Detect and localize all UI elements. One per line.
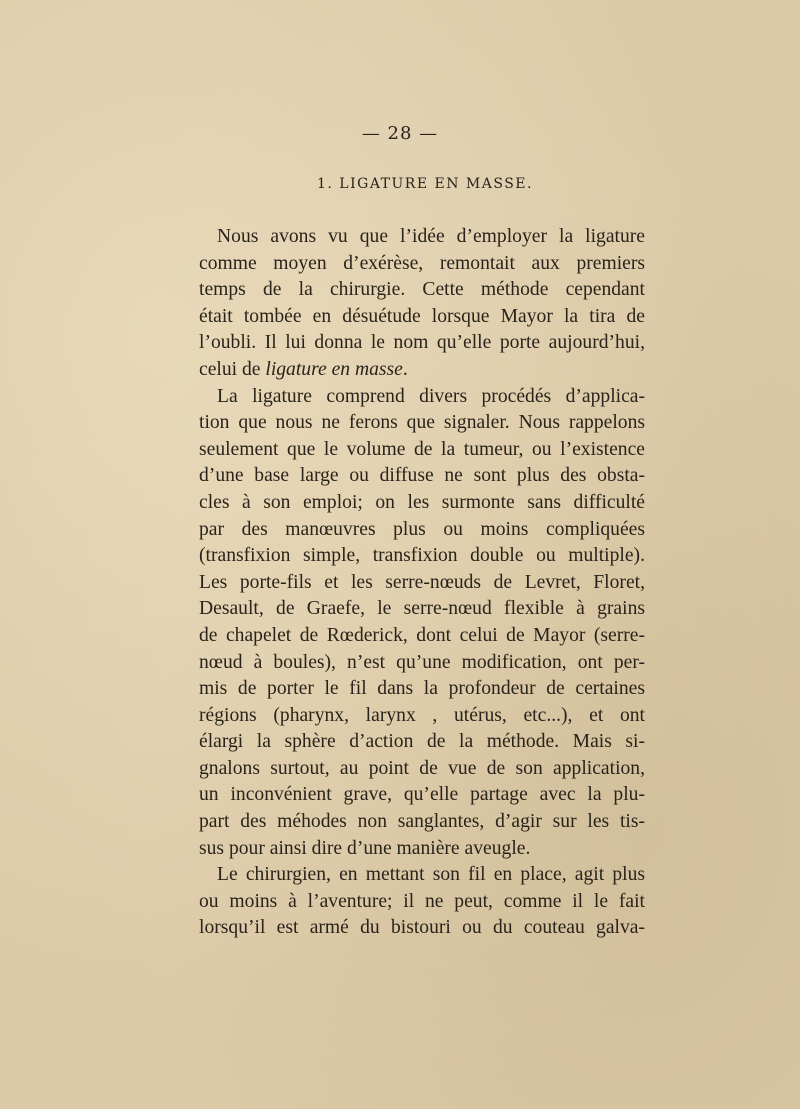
text-line xyxy=(199,676,645,703)
text-line-content: comme moyen d’exérèse, remontait aux premiers xyxy=(199,252,645,274)
italic-term: ligature en masse xyxy=(265,358,403,380)
text-line xyxy=(199,384,645,411)
body-text xyxy=(199,224,645,942)
text-line-content: Le chirurgien, en mettant son fil en place, agit plus xyxy=(217,864,645,886)
text-line xyxy=(199,836,645,863)
text-line xyxy=(199,277,645,304)
text-line xyxy=(199,463,645,490)
text-line xyxy=(199,490,645,517)
text-line-content: l’oubli. Il lui donna le nom qu’elle porte aujourd’hui, xyxy=(199,332,645,354)
text-line xyxy=(199,915,645,942)
text-line xyxy=(199,543,645,570)
text-line-content: élargi la sphère d’action de la méthode. Mais si- xyxy=(199,731,645,753)
text-line xyxy=(199,729,645,756)
text-line xyxy=(199,809,645,836)
text-line xyxy=(199,596,645,623)
text-line-content: Desault, de Graefe, le serre-nœud flexible à grains xyxy=(199,598,645,620)
text-line-content: mis de porter le fil dans la profondeur de certaines xyxy=(199,678,645,700)
text-line xyxy=(199,517,645,544)
text-line-content: part des méhodes non sanglantes, d’agir sur les tis- xyxy=(199,811,645,833)
text-line xyxy=(199,756,645,783)
text-line xyxy=(199,703,645,730)
text-line-content: par des manœuvres plus ou moins compliquées xyxy=(199,518,645,540)
text-line xyxy=(199,410,645,437)
text-line-content: La ligature comprend divers procédés d’applica- xyxy=(217,385,645,407)
text-line-content: nœud à boules), n’est qu’une modification, ont per- xyxy=(199,651,645,673)
text-line-content: tion que nous ne ferons que signaler. Nous rappelons xyxy=(199,412,645,434)
text-line xyxy=(199,224,645,251)
text-line-content: Nous avons vu que l’idée d’employer la ligature xyxy=(217,226,645,247)
text-line xyxy=(199,437,645,464)
text-line-content: de chapelet de Rœderick, dont celui de Mayor (serre- xyxy=(199,624,645,646)
text-line-content: Les porte-fils et les serre-nœuds de Levret, Floret, xyxy=(199,571,645,593)
text-line xyxy=(199,623,645,650)
text-line xyxy=(199,650,645,677)
text-line xyxy=(199,357,645,384)
text-line-content: seulement que le volume de la tumeur, ou l’existence xyxy=(199,438,645,460)
text-line-content: était tombée en désuétude lorsque Mayor la tira de xyxy=(199,305,645,327)
text-line-content: lorsqu’il est armé du bistouri ou du couteau galva- xyxy=(199,917,645,939)
page-number: — 28 — xyxy=(361,123,439,144)
text-line-content: régions (pharynx, larynx , utérus, etc...), et ont xyxy=(199,704,645,726)
text-line-content: (transfixion simple, transfixion double ou multiple). xyxy=(199,545,645,567)
text-line-content: ou moins à l’aventure; il ne peut, comme il le fait xyxy=(199,890,645,912)
text-line-suffix: . xyxy=(402,358,408,380)
text-line-content: celui de xyxy=(199,358,266,380)
text-line-content: temps de la chirurgie. Cette méthode cependant xyxy=(199,279,645,301)
text-line-content: cles à son emploi; on les surmonte sans difficulté xyxy=(199,491,645,513)
text-line xyxy=(199,251,645,278)
text-line xyxy=(199,889,645,916)
text-line xyxy=(199,570,645,597)
text-line xyxy=(199,862,645,889)
text-line-content: gnalons surtout, au point de vue de son application, xyxy=(199,757,645,779)
text-line xyxy=(199,304,645,331)
text-line-content: d’une base large ou diffuse ne sont plus des obsta- xyxy=(199,465,645,487)
text-line-content: un inconvénient grave, qu’elle partage avec la plu- xyxy=(199,784,645,806)
text-line-content: sus pour ainsi dire d’une manière aveugle. xyxy=(199,837,531,859)
text-line xyxy=(199,330,645,357)
section-heading: 1. LIGATURE EN MASSE. xyxy=(317,176,533,192)
text-line xyxy=(199,782,645,809)
